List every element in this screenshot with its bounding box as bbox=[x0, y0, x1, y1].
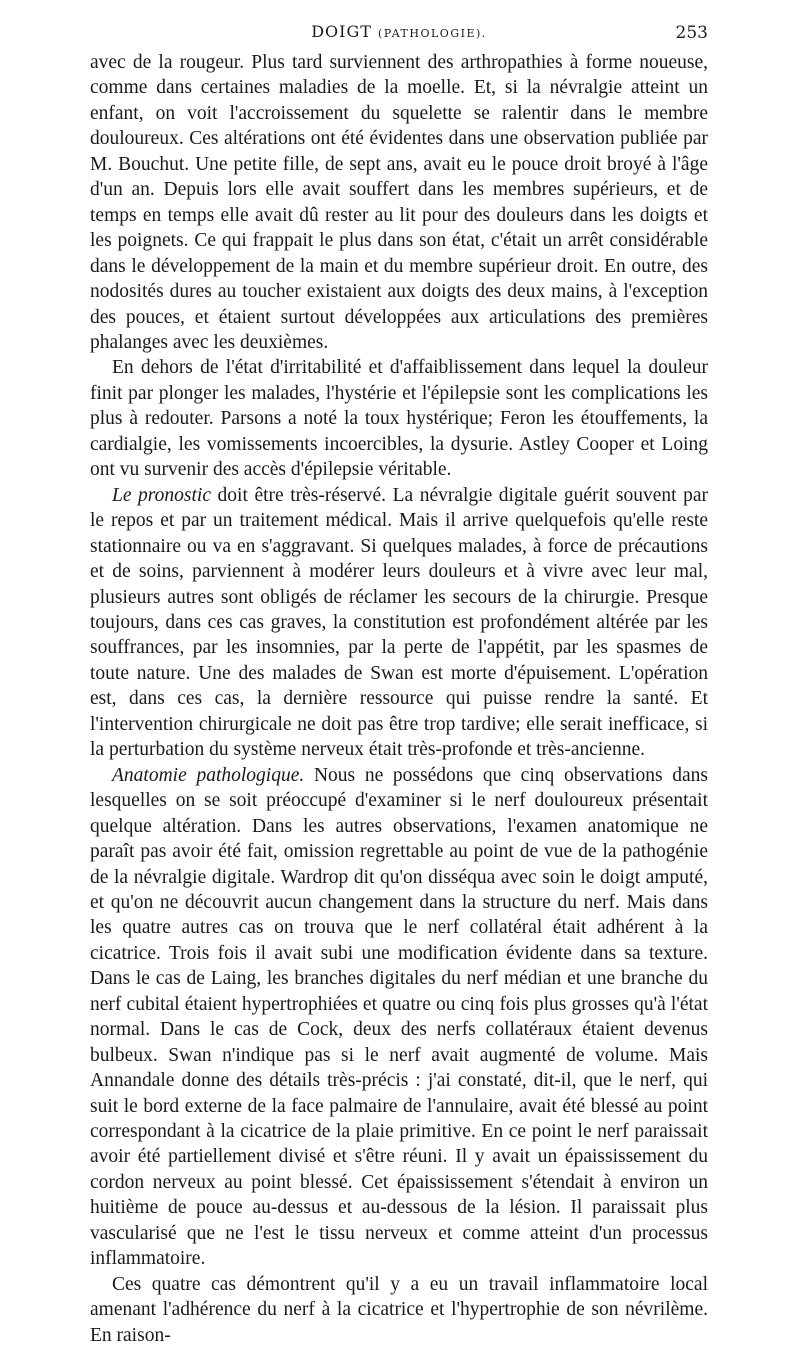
running-title bbox=[90, 22, 708, 41]
paragraph-prognosis bbox=[90, 483, 708, 763]
header-title: DOIGT bbox=[311, 22, 372, 41]
running-header bbox=[90, 22, 708, 50]
header-subtitle: (PATHOLOGIE). bbox=[378, 27, 487, 40]
page-number: 253 bbox=[675, 23, 708, 43]
section-heading-pronostic: Le pronostic bbox=[112, 484, 211, 506]
paragraph-anatomy-text: Nous ne possédons que cinq observations dans lesquelles on se soit préoccupé d'examiner si le nerf douloureux présentait quelque altération. Dans les autres observations, l'examen anatomique ne paraît pas avoir été fait, omission regrettable au point de vue de la pathogénie de la névralgie digitale. Wardrop dit qu'on disséqua avec soin le doigt amputé, et qu'on ne découvrit aucun changement dans la structure du nerf. Mais dans les quatre autres cas on trouva que le nerf collatéral était adhérent à la cicatrice. Trois fois il avait subi une modification évidente dans sa texture. Dans le cas de Laing, les branches digitales du nerf médian et une branche du nerf cubital étaient hypertrophiées et quatre ou cinq fois plus grosses qu'à l'état normal. Dans le cas de Cock, deux des nerfs collatéraux étaient devenus bulbeux. Swan n'indique pas si le nerf avait augmenté de volume. Mais Annandale donne des détails très-précis : j'ai constaté, dit-il, que le nerf, qui suit le bord externe de la face palmaire de l'annulaire, avait été blessé au point correspondant à la cicatrice de la plaie primitive. En ce point le nerf paraissait avoir été partiellement divisé et s'être réuni. Il y avait un épaississement du cordon nerveux au point blessé. Cet épaississement s'étendait à environ un huitième de pouce au-dessus et au-dessous de la lésion. Il paraissait plus vascularisé que ne l'est le tissu nerveux et comme atteint d'un processus inflammatoire. bbox=[90, 764, 708, 1270]
paragraph-conclusion: Ces quatre cas démontrent qu'il y a eu un travail inflammatoire local amenant l'adhérence du nerf à la cicatrice et l'hypertrophie de son névrilème. En raison- bbox=[90, 1273, 708, 1346]
paragraph-continuation: avec de la rougeur. Plus tard surviennent des arthropathies à forme noueuse, comme dans certaines maladies de la moelle. Et, si la névralgie atteint un enfant, on voit l'accroissement du squelette se ralentir dans le membre douloureux. Ces altérations ont été évidentes dans une observation publiée par M. Bouchut. Une petite fille, de sept ans, avait eu le pouce droit broyé à l'âge d'un an. Depuis lors elle avait souffert dans les membres supérieurs, et de temps en temps elle avait dû rester au lit pour des douleurs dans les doigts et les poignets. Ce qui frappait le plus dans son état, c'était un arrêt considérable dans le développement de la main et du membre supérieur droit. En outre, des nodosités dures au toucher existaient aux doigts des deux mains, à l'exception des pouces, et étaient surtout développées aux articulations des premières phalanges avec les deuxièmes. bbox=[90, 52, 708, 353]
paragraph-anatomy bbox=[90, 763, 708, 1272]
paragraph-prognosis-text: doit être très-réservé. La névralgie digitale guérit souvent par le repos et par un traitement médical. Mais il arrive quelquefois qu'elle reste stationnaire ou va en s'aggravant. Si quelques malades, à force de précautions et de soins, parviennent à modérer leurs douleurs et à vivre avec leur mal, plusieurs autres sont obligés de réclamer les secours de la chirurgie. Presque toujours, dans ces cas graves, la constitution est profondément altérée par les souffrances, par les insomnies, par la perte de l'appétit, par les spasmes de toute nature. Une des malades de Swan est morte d'épuisement. L'opération est, dans ces cas, la dernière ressource qui puisse rendre la santé. Et l'intervention chirurgicale ne doit pas être trop tardive; elle serait inefficace, si la perturbation du système nerveux était très-profonde et très-ancienne. bbox=[90, 484, 708, 761]
section-heading-anatomie: Anatomie pathologique. bbox=[112, 764, 305, 786]
paragraph-complications: En dehors de l'état d'irritabilité et d'affaiblissement dans lequel la douleur finit par plonger les malades, l'hystérie et l'épilepsie sont les complications les plus à redouter. Parsons a noté la toux hystérique; Feron les étouffements, la cardialgie, les vomissements incoercibles, la dysurie. Astley Cooper et Loing ont vu survenir des accès d'épilepsie véritable. bbox=[90, 357, 708, 481]
body-text bbox=[90, 50, 708, 1348]
